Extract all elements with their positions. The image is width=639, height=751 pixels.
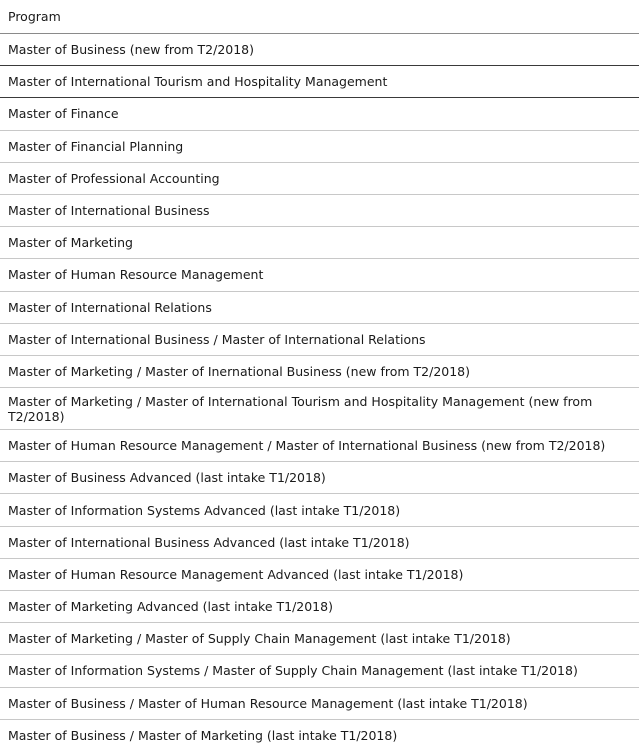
table-row xyxy=(0,291,639,323)
program-cell: Master of Financial Planning xyxy=(0,130,639,162)
table-row xyxy=(0,623,639,655)
table-row xyxy=(0,194,639,226)
table-row xyxy=(0,355,639,387)
table-row xyxy=(0,591,639,623)
program-cell: Master of Marketing Advanced (last intake T1/2018) xyxy=(0,591,639,623)
program-cell: Master of Marketing / Master of Inernational Business (new from T2/2018) xyxy=(0,355,639,387)
program-cell: Master of Business / Master of Marketing (last intake T1/2018) xyxy=(8,727,398,743)
program-cell: Master of Business (new from T2/2018) xyxy=(0,34,639,66)
table-row xyxy=(0,655,639,687)
program-cell: Master of Marketing / Master of International Tourism and Hospitality Management (new from T2/2018) xyxy=(0,388,639,430)
program-cell: Master of International Business / Master of International Relations xyxy=(0,323,639,355)
program-cell: Master of International Business Advanced (last intake T1/2018) xyxy=(0,526,639,558)
program-cell: Master of Business Advanced (last intake T1/2018) xyxy=(0,462,639,494)
column-header-program: Program xyxy=(0,0,639,34)
table-row xyxy=(0,98,639,130)
table-row xyxy=(0,323,639,355)
table-row xyxy=(0,259,639,291)
program-cell: Master of Human Resource Management xyxy=(0,259,639,291)
table-row xyxy=(0,388,639,430)
program-cell: Master of Information Systems / Master of Supply Chain Management (last intake T1/2018) xyxy=(0,655,639,687)
table-row xyxy=(0,558,639,590)
program-cell: Master of International Business xyxy=(0,194,639,226)
table-row xyxy=(0,227,639,259)
table-row xyxy=(0,162,639,194)
table-header-row xyxy=(0,0,639,34)
table-row xyxy=(0,687,639,719)
program-cell: Master of Professional Accounting xyxy=(0,162,639,194)
program-cell: Master of Human Resource Management Advanced (last intake T1/2018) xyxy=(0,558,639,590)
program-cell: Master of Marketing xyxy=(0,227,639,259)
table-row xyxy=(0,494,639,526)
table-row xyxy=(0,66,639,98)
program-cell: Master of Information Systems Advanced (last intake T1/2018) xyxy=(0,494,639,526)
table-row xyxy=(0,430,639,462)
program-cell: Master of Finance xyxy=(0,98,639,130)
program-cell: Master of Human Resource Management / Master of International Business (new from T2/2018) xyxy=(0,430,639,462)
program-cell: Master of International Tourism and Hospitality Management xyxy=(0,66,639,98)
table-row xyxy=(0,526,639,558)
program-cell: Master of Marketing / Master of Supply Chain Management (last intake T1/2018) xyxy=(0,623,639,655)
table-row xyxy=(0,462,639,494)
table-row xyxy=(0,719,639,751)
table-row xyxy=(0,34,639,66)
program-cell: Master of Business / Master of Human Resource Management (last intake T1/2018) xyxy=(0,687,639,719)
table-row xyxy=(0,130,639,162)
program-cell: Master of International Relations xyxy=(0,291,639,323)
